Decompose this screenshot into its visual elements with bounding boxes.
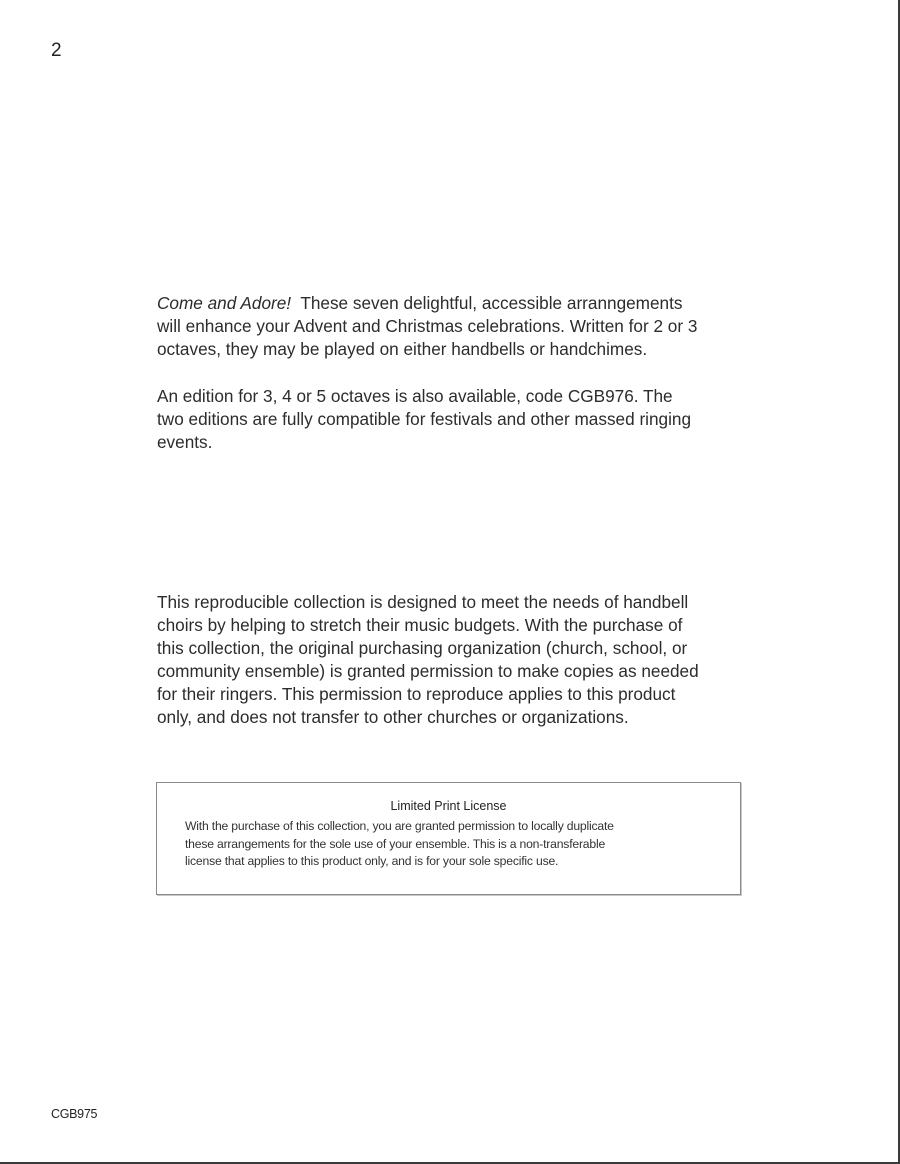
intro-line-3: octaves, they may be played on either handbells or handchimes. — [157, 339, 648, 359]
license-title: Limited Print License — [390, 799, 507, 813]
reproducible-line-5: for their ringers. This permission to reproduce applies to this product — [157, 684, 676, 704]
edition-line-2: two editions are fully compatible for festivals and other massed ringing — [157, 409, 692, 429]
intro-line-1-text: These seven delightful, accessible arranngements — [300, 293, 683, 313]
reproducible-line-6: only, and does not transfer to other churches or organizations. — [157, 707, 629, 727]
reproducible-line-3: this collection, the original purchasing organization (church, school, or — [157, 638, 688, 658]
reproducible-paragraph — [157, 591, 757, 729]
license-line-1: With the purchase of this collection, you are granted permission to locally duplicate — [185, 819, 614, 833]
edition-line-1: An edition for 3, 4 or 5 octaves is also available, code CGB976. The — [157, 386, 673, 406]
license-line-2: these arrangements for the sole use of your ensemble. This is a non-transferable — [185, 836, 606, 851]
license-text — [185, 818, 730, 871]
intro-paragraph — [157, 292, 757, 361]
reproducible-line-2: choirs by helping to stretch their music budgets. With the purchase of — [157, 615, 683, 635]
page-number: 2 — [51, 40, 62, 61]
reproducible-line-1: This reproducible collection is designed to meet the needs of handbell — [157, 592, 689, 612]
edition-paragraph — [157, 385, 757, 454]
reproducible-line-4: community ensemble) is granted permission to make copies as needed — [157, 661, 699, 681]
edition-line-3: events. — [157, 432, 213, 452]
intro-line-2: will enhance your Advent and Christmas celebrations. Written for 2 or 3 — [157, 316, 698, 336]
intro-line-1 — [157, 292, 757, 315]
license-line-3: license that applies to this product only, and is for your sole specific use. — [185, 854, 559, 868]
product-code: CGB975 — [51, 1107, 98, 1121]
collection-title: Come and Adore! — [157, 293, 292, 313]
license-box — [156, 782, 741, 895]
